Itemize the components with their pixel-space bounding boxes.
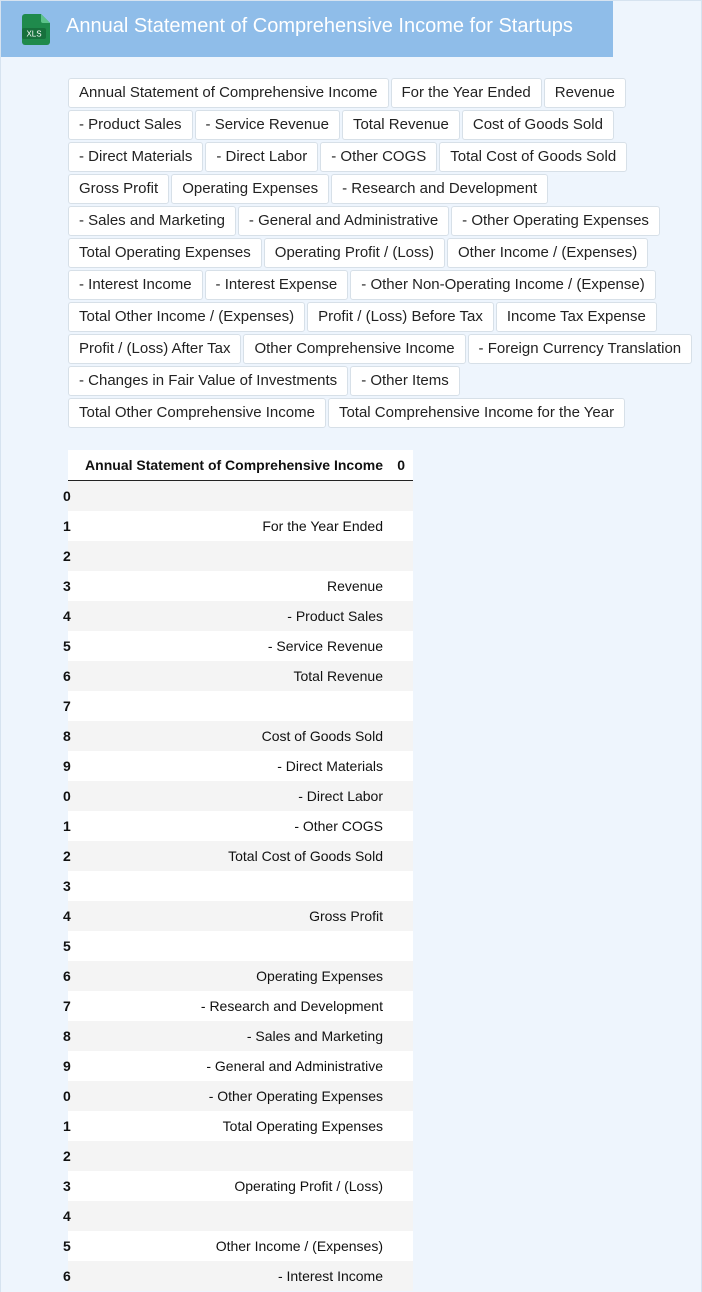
chip-row <box>68 110 698 140</box>
table-cell[interactable]: - Sales and Marketing <box>246 1028 383 1044</box>
column-chip[interactable]: Revenue <box>544 78 626 108</box>
table-row <box>63 1261 413 1291</box>
row-index: 3 <box>63 878 71 894</box>
row-index: 7 <box>63 698 71 714</box>
page-title: Annual Statement of Comprehensive Income for Startups <box>66 15 573 37</box>
column-chip[interactable]: Other Income / (Expenses) <box>447 238 648 268</box>
table-cell[interactable]: - Other COGS <box>294 818 383 834</box>
table-row <box>63 601 413 631</box>
row-index: 4 <box>63 608 71 624</box>
column-chip[interactable]: Cost of Goods Sold <box>462 110 614 140</box>
chip-row <box>68 174 698 204</box>
table-cell[interactable]: Operating Profit / (Loss) <box>234 1178 383 1194</box>
column-chip[interactable]: - Interest Income <box>68 270 203 300</box>
chip-row <box>68 398 698 428</box>
column-chip[interactable]: Total Other Comprehensive Income <box>68 398 326 428</box>
column-chip[interactable]: - General and Administrative <box>238 206 449 236</box>
table-row <box>63 751 413 781</box>
row-index: 6 <box>63 668 71 684</box>
row-index: 9 <box>63 1058 71 1074</box>
table-row <box>63 571 413 601</box>
row-index: 3 <box>63 1178 71 1194</box>
spreadsheet-file-icon <box>22 14 50 45</box>
column-chip[interactable]: Other Comprehensive Income <box>243 334 465 364</box>
column-chip[interactable]: Profit / (Loss) After Tax <box>68 334 241 364</box>
table-cell[interactable]: Total Cost of Goods Sold <box>228 848 383 864</box>
table-row <box>63 691 413 721</box>
table-row <box>63 1171 413 1201</box>
column-chip[interactable]: Operating Expenses <box>171 174 329 204</box>
column-chip[interactable]: For the Year Ended <box>391 78 542 108</box>
row-index: 9 <box>63 758 71 774</box>
row-index: 4 <box>63 908 71 924</box>
table-cell[interactable]: - General and Administrative <box>206 1058 383 1074</box>
chip-row <box>68 142 698 172</box>
column-chip-list <box>68 78 698 430</box>
row-index: 5 <box>63 938 71 954</box>
column-chip[interactable]: - Direct Labor <box>205 142 318 172</box>
table-row <box>63 1081 413 1111</box>
table-cell[interactable]: Operating Expenses <box>256 968 383 984</box>
chip-row <box>68 302 698 332</box>
chip-row <box>68 206 698 236</box>
table-row <box>63 781 413 811</box>
app-header <box>1 1 613 57</box>
chip-row <box>68 270 698 300</box>
column-chip[interactable]: - Other COGS <box>320 142 437 172</box>
table-row <box>63 661 413 691</box>
table-cell[interactable]: - Research and Development <box>200 998 383 1014</box>
row-index: 4 <box>63 1208 71 1224</box>
column-chip[interactable]: - Product Sales <box>68 110 193 140</box>
table-row <box>63 1141 413 1171</box>
table-cell[interactable]: - Product Sales <box>287 608 383 624</box>
table-cell[interactable]: Total Operating Expenses <box>222 1118 383 1134</box>
row-index: 6 <box>63 1268 71 1284</box>
data-table <box>63 450 413 1291</box>
table-cell[interactable]: - Direct Labor <box>298 788 383 804</box>
row-index: 0 <box>63 788 71 804</box>
row-index: 8 <box>63 728 71 744</box>
chip-row <box>68 78 698 108</box>
frame-border-left <box>0 0 1 1292</box>
table-cell[interactable]: - Direct Materials <box>277 758 383 774</box>
table-row <box>63 991 413 1021</box>
column-chip[interactable]: Total Revenue <box>342 110 460 140</box>
table-row <box>63 1051 413 1081</box>
row-index: 3 <box>63 578 71 594</box>
table-row <box>63 1111 413 1141</box>
row-index: 7 <box>63 998 71 1014</box>
row-index: 1 <box>63 1118 71 1134</box>
column-chip[interactable]: Total Comprehensive Income for the Year <box>328 398 625 428</box>
column-chip[interactable]: - Sales and Marketing <box>68 206 236 236</box>
table-row <box>63 631 413 661</box>
row-index: 1 <box>63 818 71 834</box>
table-header <box>68 450 413 481</box>
column-chip[interactable]: - Research and Development <box>331 174 548 204</box>
column-chip[interactable]: Total Cost of Goods Sold <box>439 142 627 172</box>
table-row <box>63 961 413 991</box>
table-cell[interactable]: - Interest Income <box>277 1268 383 1284</box>
table-row <box>63 1231 413 1261</box>
table-row <box>63 931 413 961</box>
column-chip[interactable]: - Other Operating Expenses <box>451 206 660 236</box>
column-header-label[interactable]: Annual Statement of Comprehensive Income <box>85 457 383 473</box>
column-chip[interactable]: Annual Statement of Comprehensive Income <box>68 78 389 108</box>
table-row <box>63 1201 413 1231</box>
table-cell[interactable]: Revenue <box>326 578 383 594</box>
table-row <box>63 901 413 931</box>
row-index: 2 <box>63 848 71 864</box>
row-index: 0 <box>63 1088 71 1104</box>
column-chip[interactable]: - Interest Expense <box>205 270 349 300</box>
row-index: 2 <box>63 548 71 564</box>
xls-icon-label: XLS <box>26 29 42 39</box>
column-header-index[interactable]: 0 <box>397 457 405 473</box>
column-chip[interactable]: - Service Revenue <box>195 110 340 140</box>
chip-row <box>68 238 698 268</box>
table-cell[interactable]: - Other Operating Expenses <box>208 1088 383 1104</box>
row-index: 5 <box>63 638 71 654</box>
table-cell[interactable]: Cost of Goods Sold <box>261 728 383 744</box>
table-row <box>63 871 413 901</box>
table-cell[interactable]: - Service Revenue <box>267 638 383 654</box>
row-index: 0 <box>63 488 71 504</box>
row-index: 5 <box>63 1238 71 1254</box>
column-chip[interactable]: - Other Non-Operating Income / (Expense) <box>350 270 655 300</box>
column-chip[interactable]: - Direct Materials <box>68 142 203 172</box>
table-cell[interactable]: Other Income / (Expenses) <box>215 1238 383 1254</box>
table-cell[interactable]: For the Year Ended <box>262 518 383 534</box>
column-chip[interactable]: Operating Profit / (Loss) <box>264 238 445 268</box>
table-row <box>63 541 413 571</box>
column-chip[interactable]: Income Tax Expense <box>496 302 657 332</box>
table-cell[interactable]: Gross Profit <box>309 908 383 924</box>
chip-row <box>68 334 698 364</box>
table-row <box>63 721 413 751</box>
table-body <box>63 481 413 1291</box>
table-row <box>63 811 413 841</box>
row-index: 8 <box>63 1028 71 1044</box>
table-cell[interactable]: Total Revenue <box>293 668 383 684</box>
column-chip[interactable]: Gross Profit <box>68 174 169 204</box>
column-chip[interactable]: Profit / (Loss) Before Tax <box>307 302 494 332</box>
chip-row <box>68 366 698 396</box>
table-row <box>63 1021 413 1051</box>
column-chip[interactable]: - Foreign Currency Translation <box>468 334 693 364</box>
table-row <box>63 841 413 871</box>
column-chip[interactable]: Total Other Income / (Expenses) <box>68 302 305 332</box>
table-row <box>63 511 413 541</box>
row-index: 1 <box>63 518 71 534</box>
column-chip[interactable]: - Changes in Fair Value of Investments <box>68 366 348 396</box>
table-row <box>63 481 413 511</box>
column-chip[interactable]: - Other Items <box>350 366 460 396</box>
row-index: 2 <box>63 1148 71 1164</box>
row-index: 6 <box>63 968 71 984</box>
column-chip[interactable]: Total Operating Expenses <box>68 238 262 268</box>
